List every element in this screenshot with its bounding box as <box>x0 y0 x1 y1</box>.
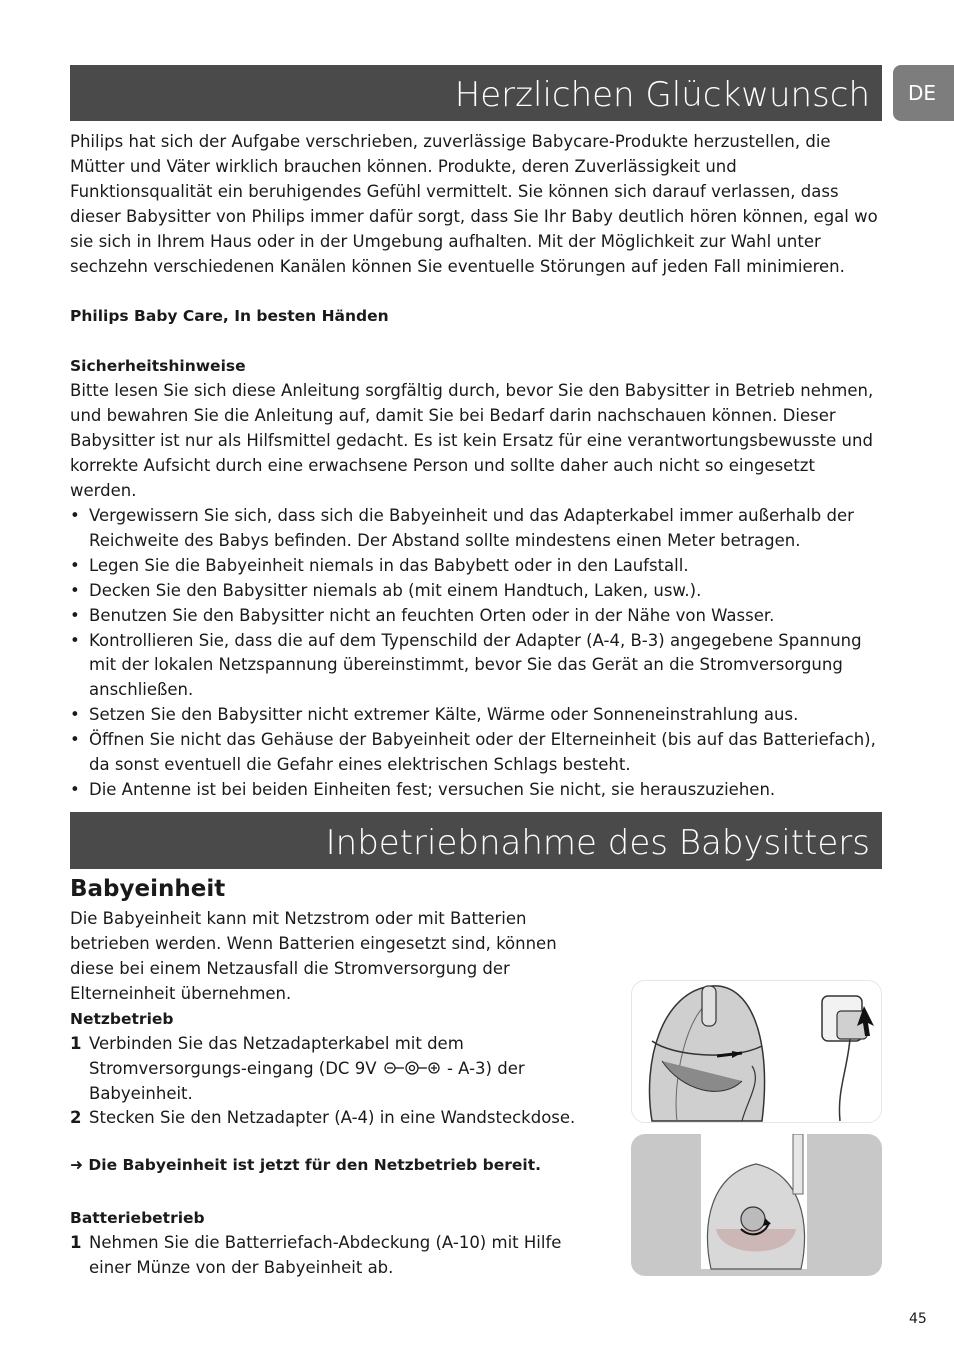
list-item: • Legen Sie die Babyeinheit niemals in das Babybett oder in den Laufstall. <box>70 554 882 579</box>
step-number: 2 <box>70 1108 82 1127</box>
list-item: • Benutzen Sie den Babysitter nicht an feuchten Orten oder in der Nähe von Wasser. <box>70 604 882 629</box>
arrow-icon: ➜ <box>70 1156 83 1174</box>
babyeinheit-heading: Babyeinheit <box>70 876 226 902</box>
adapter-connection-illustration <box>631 980 882 1123</box>
intro-paragraph: Philips hat sich der Aufgabe verschrieben, zuverlässige Babycare-Produkte herzustellen, die Mütter und Väter wirklich brauchen können. Produkte, deren Zuverlässigkeit und Funktionsqualität ein beruhigendes Gefühl vermittelt. Sie können sich darauf verlassen, dass dieser Babysitter von Philips immer dafür sorgt, dass Sie Ihr Baby deutlich hören können, egal wo sie sich in Ihrem Haus oder in der Umgebung aufhalten. Mit der Möglichkeit zur Wahl unter sechzehn verschiedenen Kanälen können Sie eventuelle Störungen auf jeden Fall minimieren. <box>70 132 878 276</box>
battery-compartment-illustration <box>631 1134 882 1276</box>
list-item: • Setzen Sie den Babysitter nicht extremer Kälte, Wärme oder Sonneneinstrahlung aus. <box>70 703 882 728</box>
page-title-bar <box>70 65 882 121</box>
safety-paragraph: Bitte lesen Sie sich diese Anleitung sorgfältig durch, bevor Sie den Babysitter in Betrieb nehmen, und bewahren Sie die Anleitung auf, damit Sie bei Bedarf darin nachschauen können. Dieser Babysitter ist nur als Hilfsmittel gedacht. Es ist kein Ersatz für eine verantwortungsbewusste und korrekte Aufsicht durch eine erwachsene Person und sollte daher auch nicht so eingesetzt werden. <box>70 381 874 500</box>
page-title: Herzlichen Glückwunsch <box>454 75 870 115</box>
battery-step-1 <box>70 1231 590 1281</box>
step-text: Verbinden Sie das Netzadapterkabel mit dem Stromversorgungs-eingang (DC 9V <box>89 1034 464 1078</box>
safety-heading: Sicherheitshinweise <box>70 357 246 375</box>
list-item: • Kontrollieren Sie, dass die auf dem Typenschild der Adapter (A-4, B-3) angegebene Spannung mit der lokalen Netzspannung übereinstimmt, bevor Sie das Gerät an die Stromversorgung anschließen. <box>70 629 882 704</box>
netzbetrieb-heading: Netzbetrieb <box>70 1010 174 1028</box>
mains-step-2 <box>70 1106 605 1131</box>
list-item: • Vergewissern Sie sich, dass sich die Babyeinheit und das Adapterkabel immer außerhalb der Reichweite des Babys befinden. Der Abstand sollte mindestens einen Meter betragen. <box>70 504 882 554</box>
result-text: Die Babyeinheit ist jetzt für den Netzbetrieb bereit. <box>88 1156 542 1174</box>
battery-cover-drawing <box>631 1134 882 1276</box>
section-title: Inbetriebnahme des Babysitters <box>325 823 870 863</box>
section-title-bar <box>70 812 882 869</box>
result-line <box>70 1156 541 1174</box>
step-number: 1 <box>70 1034 82 1053</box>
list-item: • Decken Sie den Babysitter niemals ab (mit einem Handtuch, Laken, usw.). <box>70 579 882 604</box>
step-text: Stecken Sie den Netzadapter (A-4) in eine Wandsteckdose. <box>89 1108 576 1127</box>
babyeinheit-intro: Die Babyeinheit kann mit Netzstrom oder mit Batterien betrieben werden. Wenn Batterien eingesetzt sind, können diese bei einem Netzausfall die Stromversorgung der Elterneinheit übernehmen. <box>70 909 557 1003</box>
baby-unit-adapter-drawing <box>632 981 882 1123</box>
dc-polarity-icon <box>382 1060 442 1076</box>
page-number: 45 <box>909 1311 927 1327</box>
step-text: Nehmen Sie die Batterriefach-Abdeckung (A-10) mit Hilfe einer Münze von der Babyeinheit ab. <box>89 1233 562 1277</box>
batteriebetrieb-heading: Batteriebetrieb <box>70 1209 205 1227</box>
step-number: 1 <box>70 1233 82 1252</box>
list-item: • Die Antenne ist bei beiden Einheiten fest; versuchen Sie nicht, sie herauszuziehen. <box>70 778 882 803</box>
mains-step-1 <box>70 1032 605 1107</box>
step-text: - A-3) der Babyeinheit. <box>89 1058 525 1103</box>
safety-bullet-list <box>70 504 882 803</box>
list-item: • Öffnen Sie nicht das Gehäuse der Babyeinheit oder der Elterneinheit (bis auf das Batteriefach), da sonst eventuell die Gefahr eines elektrischen Schlags besteht. <box>70 728 882 778</box>
tagline: Philips Baby Care, In besten Händen <box>70 307 389 325</box>
language-tab: DE <box>893 65 954 121</box>
